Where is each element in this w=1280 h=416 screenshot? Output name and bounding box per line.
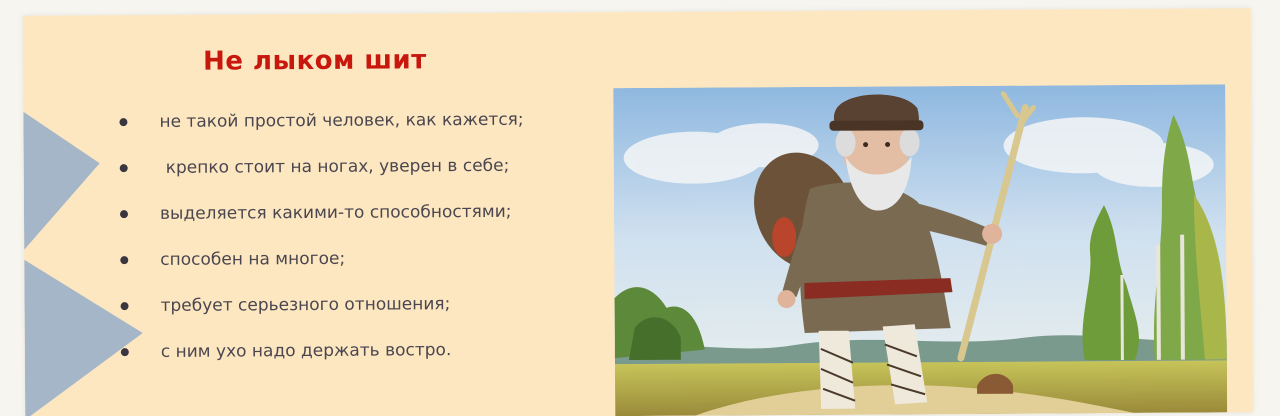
bullet-list <box>119 97 525 375</box>
bullet-item <box>120 189 524 237</box>
bullet-dot-icon <box>120 210 128 218</box>
bullet-dot-icon <box>120 256 128 264</box>
bullet-item <box>119 97 523 145</box>
bullet-dot-icon <box>121 348 129 356</box>
bullet-dot-icon <box>121 302 129 310</box>
bullet-text: требует серьезного отношения; <box>160 294 451 316</box>
old-man-with-sack-and-staff-icon <box>613 84 1227 416</box>
bullet-text: выделяется какими-то способностями; <box>159 201 512 224</box>
bullet-dot-icon <box>120 164 128 172</box>
bullet-dot-icon <box>119 118 127 126</box>
bullet-text: не такой простой человек, как кажется; <box>159 109 524 132</box>
bullet-text: способен на многое; <box>160 248 346 270</box>
bullet-item <box>120 143 524 191</box>
bullet-item <box>121 327 525 375</box>
slide-title: Не лыком шит <box>202 45 427 77</box>
bullet-item <box>120 235 524 283</box>
presentation-slide <box>23 8 1253 416</box>
bullet-text: с ним ухо надо держать востро. <box>160 340 452 362</box>
bullet-item <box>120 281 524 329</box>
arrow-shape-top <box>23 111 100 249</box>
bullet-text: крепко стоит на ногах, уверен в себе; <box>165 155 510 178</box>
